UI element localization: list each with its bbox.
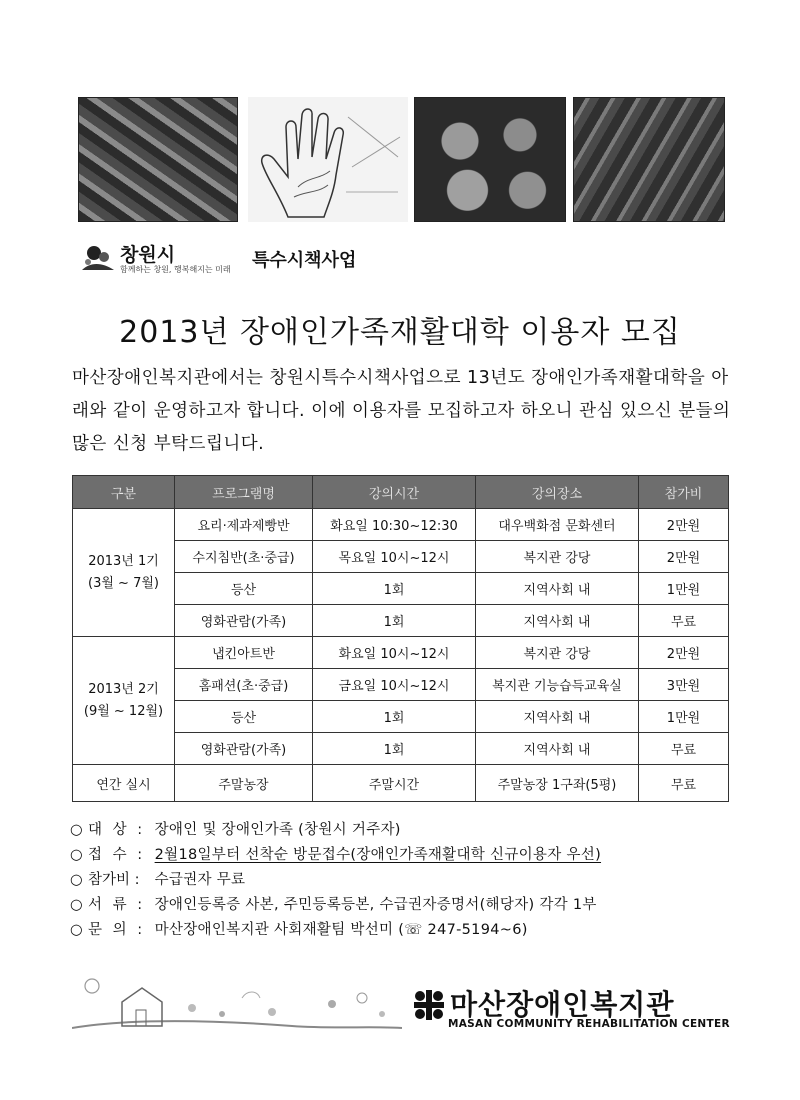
place-cell: 주말농장 1구좌(5평) [476,765,639,802]
program-table [72,475,729,802]
circle-bullet-icon: ○ [70,897,83,913]
note-label: 대 상 : [88,822,146,838]
org-name: 마산장애인복지관 [450,988,675,1021]
workshop-photo [573,97,725,222]
program-cell: 수지침반(초·중급) [175,541,313,573]
list-item [70,843,750,868]
org-english-name: MASAN COMMUNITY REHABILITATION CENTER [448,1018,730,1030]
header-place: 강의장소 [476,476,639,509]
note-value: 장애인 및 장애인가족 (창원시 거주자) [154,822,401,838]
fee-cell: 1만원 [639,701,729,733]
place-cell: 복지관 강당 [476,541,639,573]
page-title: 2013년 장애인가족재활대학 이용자 모집 [119,315,681,351]
table-row [73,637,729,669]
term2-period: (9월 ~ 12월) [83,703,164,719]
time-cell: 화요일 10시~12시 [313,637,476,669]
fee-cell: 3만원 [639,669,729,701]
category-cell: 연간 실시 [73,765,175,802]
program-cell: 홈패션(초·중급) [175,669,313,701]
note-label: 접 수 : [88,847,146,863]
place-cell: 지역사회 내 [476,701,639,733]
program-cell: 요리·제과제빵반 [175,509,313,541]
header-program: 프로그램명 [175,476,313,509]
note-label: 문 의 : [88,922,146,938]
place-cell: 복지관 강당 [476,637,639,669]
program-cell: 등산 [175,701,313,733]
program-cell: 등산 [175,573,313,605]
table-row-annual [73,765,729,802]
place-cell: 복지관 기능습득교육실 [476,669,639,701]
program-cell: 주말농장 [175,765,313,802]
fee-cell: 2만원 [639,509,729,541]
table-row [73,509,729,541]
circle-bullet-icon: ○ [70,847,83,863]
group-cell-term1 [73,509,175,637]
list-item [70,893,750,918]
program-cell: 냅킨아트반 [175,637,313,669]
fee-cell: 무료 [639,765,729,802]
fee-cell: 1만원 [639,573,729,605]
group-cell-term2 [73,637,175,765]
term1-period: (3월 ~ 7월) [88,575,159,591]
info-list [70,818,750,943]
circle-bullet-icon: ○ [70,872,83,888]
time-cell: 1회 [313,605,476,637]
circle-bullet-icon: ○ [70,922,83,938]
note-value: 장애인등록증 사본, 주민등록등본, 수급권자증명서(해당자) 각각 1부 [154,897,597,913]
list-item [70,918,750,943]
project-name: 특수시책사업 [252,250,357,271]
city-slogan: 함께하는 창원, 행복해지는 미래 [120,265,231,274]
fee-cell: 무료 [639,605,729,637]
note-value: 마산장애인복지관 사회재활팀 박선미 (☏ 247-5194~6) [154,922,528,938]
note-label: 서 류 : [88,897,146,913]
program-cell: 영화관람(가족) [175,605,313,637]
time-cell: 1회 [313,733,476,765]
program-cell: 영화관람(가족) [175,733,313,765]
time-cell: 목요일 10시~12시 [313,541,476,573]
class-photo [78,97,238,222]
list-item [70,868,750,893]
term2-label: 2013년 2기 [88,681,159,697]
time-cell: 화요일 10:30~12:30 [313,509,476,541]
place-cell: 지역사회 내 [476,573,639,605]
header-fee: 참가비 [639,476,729,509]
table-header-row [73,476,729,509]
note-label: 참가비 : [88,872,140,888]
fee-cell: 무료 [639,733,729,765]
note-value: 2월18일부터 선착순 방문접수(장애인가족재활대학 신규이용자 우선) [154,847,602,863]
house-flowers-illustration [72,968,402,1038]
header-logo-row [80,240,720,280]
list-item [70,818,750,843]
place-cell: 지역사회 내 [476,733,639,765]
fee-cell: 2만원 [639,637,729,669]
note-value: 수급권자 무료 [154,872,246,888]
time-cell: 주말시간 [313,765,476,802]
time-cell: 금요일 10시~12시 [313,669,476,701]
cross-flower-icon [412,988,446,1022]
intro-paragraph: 마산장애인복지관에서는 창원시특수시책사업으로 13년도 장애인가족재활대학을 아래와 같이 운영하고자 합니다. 이에 이용자를 모집하고자 하오니 관심 있으신 분들의 많은 신청 부탁드립니다. [72,368,731,454]
city-name: 창원시 [120,244,176,266]
food-dishes-photo [414,97,566,222]
header-category: 구분 [73,476,175,509]
circle-bullet-icon: ○ [70,822,83,838]
place-cell: 지역사회 내 [476,605,639,637]
hand-diagram [248,97,408,222]
time-cell: 1회 [313,701,476,733]
place-cell: 대우백화점 문화센터 [476,509,639,541]
term1-label: 2013년 1기 [88,553,159,569]
city-emblem-icon [80,242,116,274]
header-time: 강의시간 [313,476,476,509]
fee-cell: 2만원 [639,541,729,573]
time-cell: 1회 [313,573,476,605]
